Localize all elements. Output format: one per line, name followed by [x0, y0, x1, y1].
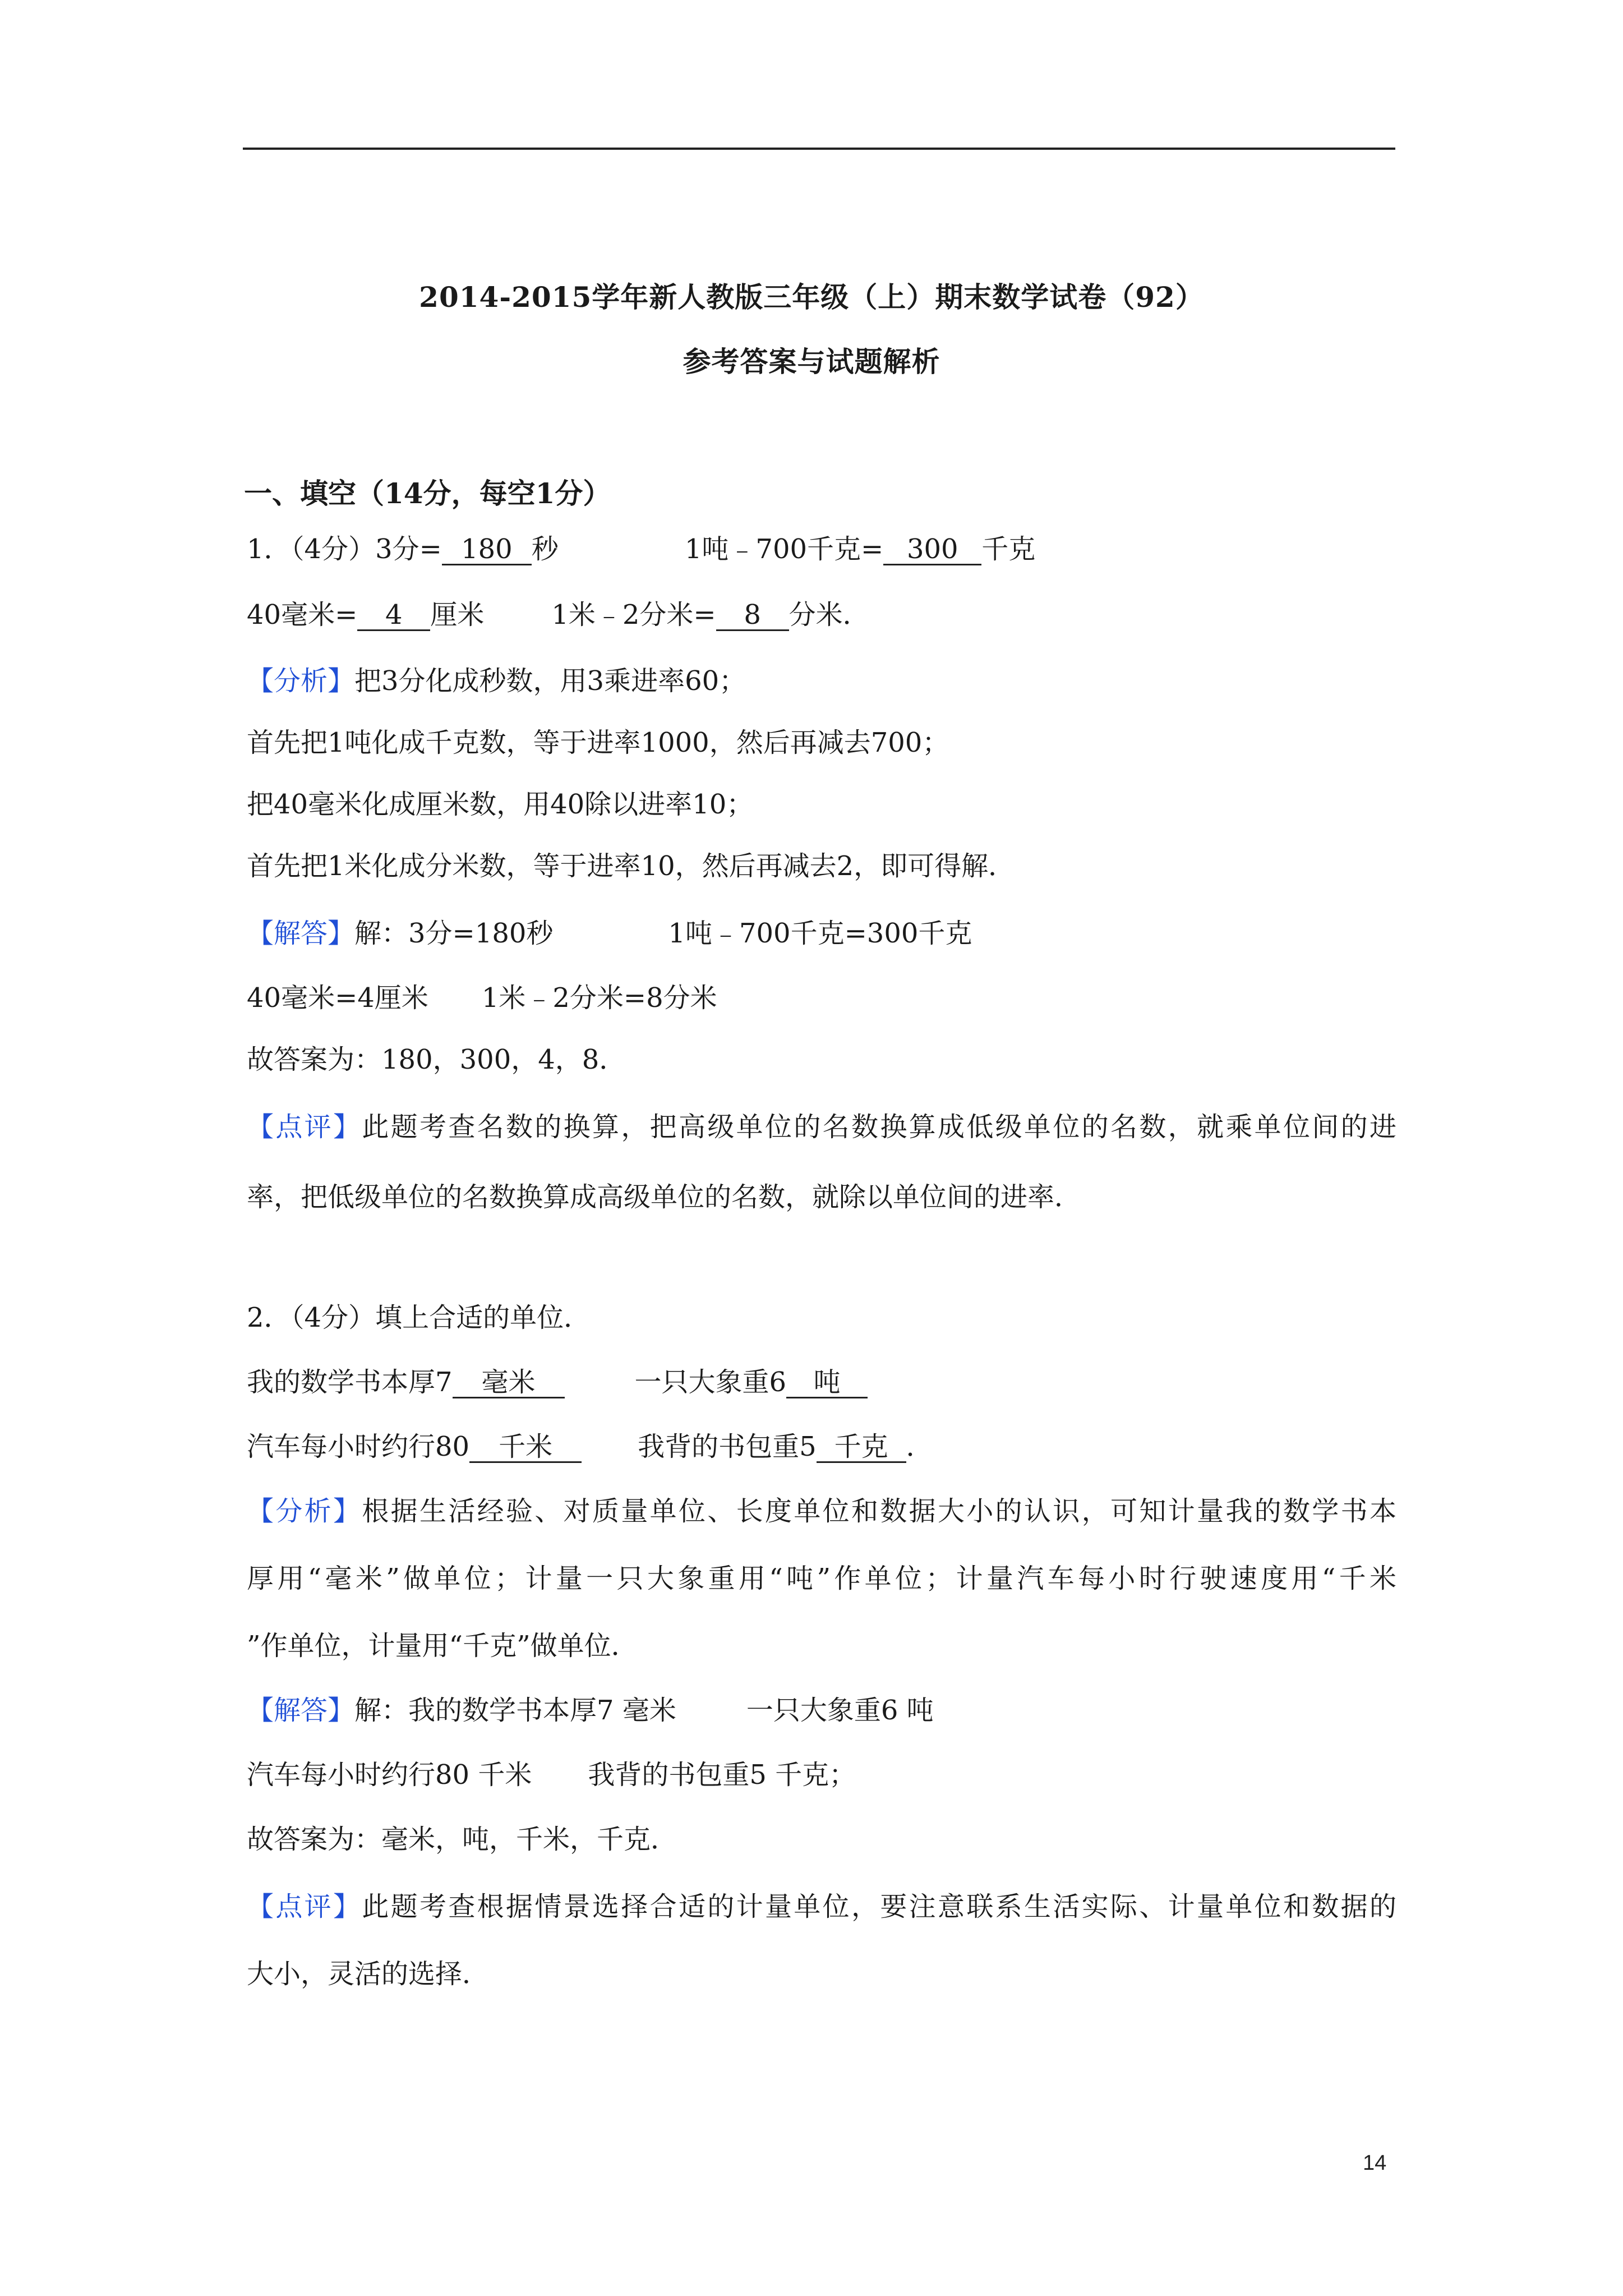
q2-blank-2: 吨 [786, 1369, 868, 1398]
page-number: 14 [1363, 2151, 1387, 2175]
q1-blank-3: 4 [357, 601, 430, 631]
q2-text: 汽车每小时约行80 [247, 1431, 470, 1462]
q1-answer-3: 故答案为：180，300，4，8． [247, 1044, 626, 1075]
q1-text: 秒 [531, 533, 559, 565]
q1-text: 40毫米= [247, 599, 358, 631]
q1-text: 分米． [789, 599, 870, 631]
q2-answer-3: 故答案为：毫米，吨，千米，千克． [247, 1824, 678, 1855]
q2-head: 2．（4分）填上合适的单位． [247, 1302, 591, 1333]
q1-line-1 [247, 533, 1036, 565]
q1-answer-1 [247, 920, 972, 947]
q1-comment-1 [247, 1111, 1396, 1143]
q2-blank-3: 千米 [469, 1433, 582, 1463]
q1-analysis-3: 把40毫米化成厘米数，用40除以进率10； [247, 789, 754, 820]
comment-tag: 【点评】 [247, 1111, 362, 1143]
page-subtitle: 参考答案与试题解析 [683, 345, 940, 378]
answer-tag: 【解答】 [247, 1695, 355, 1726]
comment-tag: 【点评】 [247, 1891, 362, 1922]
q2-blank-1: 毫米 [453, 1369, 565, 1398]
header-rule [243, 148, 1395, 150]
analysis-tag: 【分析】 [247, 1496, 362, 1527]
comment-text: 此题考查根据情景选择合适的计量单位，要注意联系生活实际、计量单位和数据的 [362, 1891, 1396, 1922]
q1-comment-2: 率，把低级单位的名数换算成高级单位的名数，就除以单位间的进率． [247, 1181, 1082, 1213]
q2-comment-2: 大小，灵活的选择． [247, 1958, 490, 1990]
q2-comment-1 [247, 1893, 1396, 1920]
q1-line-2 [247, 601, 870, 631]
answer-text: 1吨﹣700千克=300千克 [668, 918, 972, 949]
q2-analysis-3: ”作单位，计量用“千克”做单位． [247, 1630, 638, 1662]
q1-analysis-4: 首先把1米化成分米数，等于进率10，然后再减去2，即可得解． [247, 850, 1016, 882]
answer-text: 40毫米=4厘米 [247, 982, 428, 1014]
answer-text: 汽车每小时约行80 千米 [247, 1759, 532, 1791]
q2-answer-2 [247, 1759, 856, 1791]
q2-analysis-2 [247, 1565, 1396, 1592]
q1-text: 厘米 [430, 599, 485, 631]
q2-text: ． [906, 1431, 933, 1462]
answer-text: 解：我的数学书本厚7 毫米 [354, 1695, 676, 1726]
q2-text: 我的数学书本厚7 [247, 1366, 453, 1398]
q1-analysis-1 [247, 665, 746, 697]
q2-blank-4: 千克 [817, 1433, 906, 1463]
q1-answer-2 [247, 982, 717, 1014]
answer-text: 解：3分=180秒 [354, 918, 554, 949]
q1-blank-1: 180 [442, 536, 532, 565]
q1-text: 千克 [981, 533, 1036, 565]
q2-text: 我背的书包重5 [638, 1431, 817, 1462]
q2-text: 一只大象重6 [634, 1366, 787, 1398]
section-heading: 一、填空（14分，每空1分） [244, 477, 611, 510]
analysis-text: 根据生活经验、对质量单位、长度单位和数据大小的认识，可知计量我的数学书本 [362, 1496, 1396, 1527]
answer-text: 我背的书包重5 千克； [588, 1759, 856, 1791]
page-title: 2014-2015学年新人教版三年级（上）期末数学试卷（92） [419, 280, 1204, 314]
q1-blank-2: 300 [883, 536, 981, 565]
q2-line-2 [247, 1433, 933, 1463]
q1-blank-4: 8 [716, 601, 789, 631]
q1-text: 1吨﹣700千克= [684, 533, 884, 565]
analysis-tag: 【分析】 [247, 665, 355, 697]
answer-text: 一只大象重6 吨 [746, 1695, 934, 1726]
analysis-text: 把3分化成秒数，用3乘进率60； [354, 665, 746, 697]
q2-line-1 [247, 1366, 868, 1398]
q2-analysis-1 [247, 1498, 1396, 1525]
q1-analysis-2: 首先把1吨化成千克数，等于进率1000，然后再减去700； [247, 727, 949, 758]
q1-text: 1米﹣2分米= [551, 599, 716, 631]
q2-answer-1 [247, 1697, 934, 1724]
comment-text: 此题考查名数的换算，把高级单位的名数换算成低级单位的名数，就乘单位间的进 [362, 1111, 1396, 1143]
answer-tag: 【解答】 [247, 918, 355, 949]
q1-text: 1．（4分）3分= [247, 533, 442, 565]
analysis-text: 厚用“毫米”做单位；计量一只大象重用“吨”作单位；计量汽车每小时行驶速度用“千米 [247, 1563, 1396, 1594]
answer-text: 1米﹣2分米=8分米 [481, 982, 717, 1014]
